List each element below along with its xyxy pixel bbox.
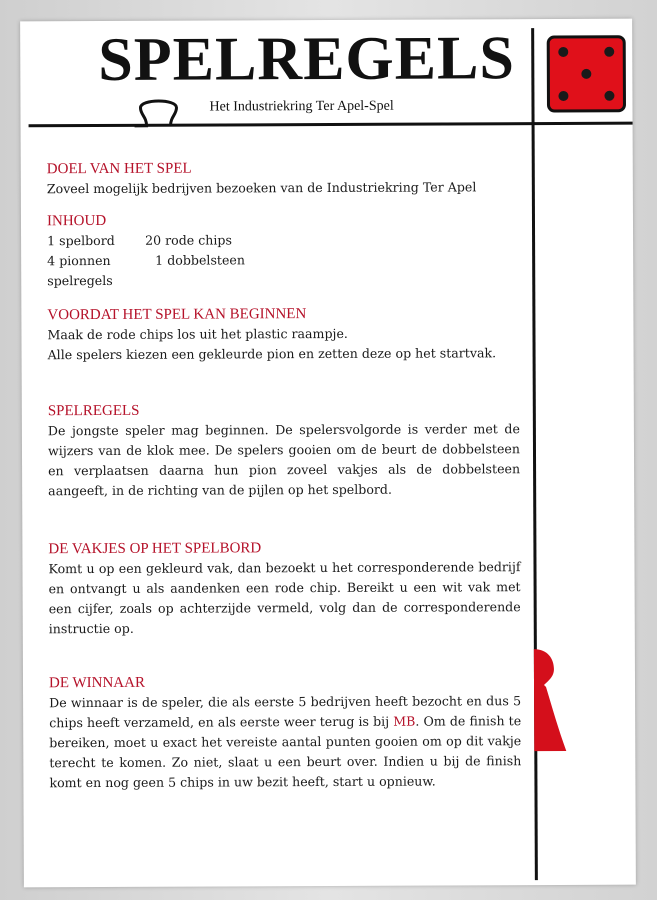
section-voordat	[47, 303, 519, 365]
section-spelregels	[48, 399, 520, 501]
section-heading: SPELREGELS	[47, 402, 140, 420]
section-text	[49, 691, 521, 793]
section-inhoud	[47, 209, 519, 291]
section-text-part: . Om de finish te bereiken, moet u exact het vereiste aantal punten gooien om op dit vakje terecht te komen. Zo niet, slaat u een beurt over. Indien u bij de finish komt en nog geen 5 chips in uw bezit heeft, start u opnieuw.	[49, 713, 522, 791]
list-item: 20 rode chips	[145, 232, 232, 248]
section-vakjes	[48, 537, 520, 639]
horizontal-divider	[29, 122, 633, 128]
page-subtitle: Het Industriekring Ter Apel-Spel	[209, 98, 394, 115]
section-heading: VOORDAT HET SPEL KAN BEGINNEN	[47, 306, 307, 324]
list-item: 4 pionnen	[47, 252, 111, 269]
section-doel	[47, 157, 519, 199]
section-text: Zoveel mogelijk bedrijven bezoeken van de Industriekring Ter Apel	[46, 179, 477, 197]
section-heading: DOEL VAN HET SPEL	[46, 160, 192, 178]
list-item: 1 spelbord	[47, 232, 115, 249]
section-heading: INHOUD	[46, 212, 107, 230]
page-title: SPELREGELS	[98, 24, 516, 94]
section-heading: DE VAKJES OP HET SPELBORD	[48, 540, 262, 558]
section-winnaar	[49, 671, 522, 793]
section-text-part: De winnaar is de speler, die als eerste 5 bedrijven heeft bezocht en dus 5 chips heeft verzameld, en als eerste weer terug is bij	[49, 693, 522, 731]
dice-five-icon	[546, 35, 626, 113]
pawn-icon	[532, 647, 568, 755]
section-text-line: Alle spelers kiezen een gekleurde pion en zetten deze op het startvak.	[47, 345, 497, 363]
section-text: Komt u op een gekleurd vak, dan bezoekt u het corresponderende bedrijf en ontvangt u als aandenken een rode chip. Bereikt u een wit vak met een cijfer, zoals op achterzijde vermeld, volg dan de corresponderende instructie op.	[48, 559, 521, 637]
list-item: 1 dobbelsteen	[155, 252, 246, 268]
rules-content	[47, 157, 522, 793]
finish-highlight: MB	[393, 713, 416, 729]
section-heading: DE WINNAAR	[48, 674, 146, 692]
inventory-list	[47, 229, 519, 291]
rules-sheet	[20, 19, 636, 888]
section-text: De jongste speler mag beginnen. De spelersvolgorde is verder met de wijzers van de klok mee. De spelers gooien om de beurt de dobbelsteen en verplaatsen daarna hun pion zoveel vakjes als de dobbelsteen aangeeft, in de richting van de pijlen op het spelbord.	[47, 421, 521, 499]
section-text-line: Maak de rode chips los uit het plastic raampje.	[47, 325, 348, 343]
list-item: spelregels	[47, 272, 113, 289]
